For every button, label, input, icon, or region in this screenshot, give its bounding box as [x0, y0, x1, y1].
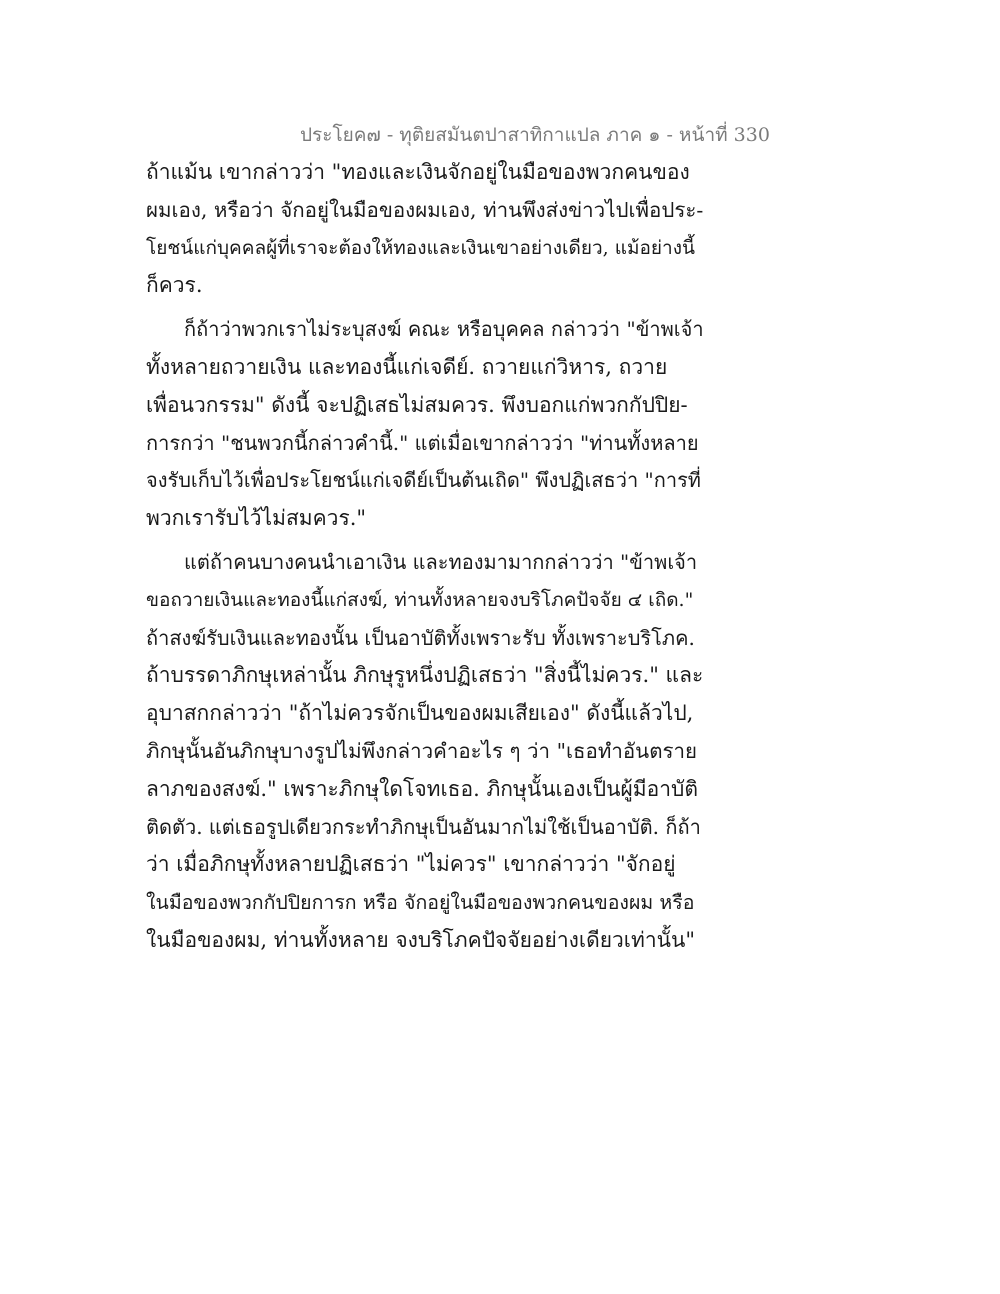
paragraph-3-line-7: ลาภของสงฆ์." เพราะภิกษุใดโจทเธอ. ภิกษุนั้นเองเป็นผู้มีอาบัติ [146, 776, 698, 801]
paragraph-2-line-3: เพื่อนวกรรม" ดังนี้ จะปฏิเสธไม่สมควร. พึงบอกแก่พวกกัปปิย- [146, 392, 688, 417]
paragraph-3-line-8: ติดตัว. แต่เธอรูปเดียวกระทำภิกษุเป็นอันมากไม่ใช้เป็นอาบัติ. ก็ถ้า [146, 814, 701, 839]
running-header: ประโยค๗ - ทุติยสมันตปาสาทิกาแปล ภาค ๑ - หน้าที่ 330 [300, 124, 770, 146]
paragraph-1-line-2: ผมเอง, หรือว่า จักอยู่ในมือของผมเอง, ท่านพึงส่งข่าวไปเพื่อประ- [146, 197, 704, 222]
paragraph-3-line-11: ในมือของผม, ท่านทั้งหลาย จงบริโภคปัจจัยอย่างเดียวเท่านั้น" [146, 927, 695, 952]
paragraph-2-line-4: การกว่า "ชนพวกนี้กล่าวคำนี้." แต่เมื่อเขากล่าวว่า "ท่านทั้งหลาย [146, 430, 699, 455]
paragraph-1-line-4: ก็ควร. [146, 273, 203, 298]
paragraph-3-line-5: อุบาสกกล่าวว่า "ถ้าไม่ควรจักเป็นของผมเสียเอง" ดังนี้แล้วไป, [146, 701, 694, 726]
paragraph-3-line-2: ขอถวายเงินและทองนี้แก่สงฆ์, ท่านทั้งหลายจงบริโภคปัจจัย ๔ เถิด." [146, 588, 694, 611]
paragraph-3-line-4: ถ้าบรรดาภิกษุเหล่านั้น ภิกษุรูหนึ่งปฏิเสธว่า "สิ่งนี้ไม่ควร." และ [146, 663, 704, 688]
paragraph-3-line-9: ว่า เมื่อภิกษุทั้งหลายปฏิเสธว่า "ไม่ควร" เขากล่าวว่า "จักอยู่ [146, 852, 676, 877]
paragraph-2-line-5: จงรับเก็บไว้เพื่อประโยชน์แก่เจดีย์เป็นต้นเถิด" พึงปฏิเสธว่า "การที่ [146, 468, 701, 493]
paragraph-3-line-6: ภิกษุนั้นอันภิกษุบางรูปไม่พึงกล่าวคำอะไร ๆ ว่า "เธอทำอันตราย [146, 738, 698, 763]
paragraph-3-line-3: ถ้าสงฆ์รับเงินและทองนั้น เป็นอาบัติทั้งเพราะรับ ทั้งเพราะบริโภค. [146, 625, 695, 650]
paragraph-3-line-1: แต่ถ้าคนบางคนนำเอาเงิน และทองมามากกล่าวว่า "ข้าพเจ้า [184, 549, 698, 574]
paragraph-2-line-2: ทั้งหลายถวายเงิน และทองนี้แก่เจดีย์. ถวายแก่วิหาร, ถวาย [146, 354, 668, 379]
paragraph-1-line-3: โยชน์แก่บุคคลผู้ที่เราจะต้องให้ทองและเงินเขาอย่างเดียว, แม้อย่างนี้ [146, 236, 695, 259]
paragraph-1-line-1: ถ้าแม้น เขากล่าวว่า "ทองและเงินจักอยู่ในมือของพวกคนของ [146, 160, 690, 184]
paragraph-2-line-6: พวกเรารับไว้ไม่สมควร." [146, 506, 367, 531]
body-text [146, 154, 706, 960]
paragraph-2-line-1: ก็ถ้าว่าพวกเราไม่ระบุสงฆ์ คณะ หรือบุคคล กล่าวว่า "ข้าพเจ้า [184, 317, 704, 342]
paragraph-3-line-10: ในมือของพวกกัปปิยการก หรือ จักอยู่ในมือของพวกคนของผม หรือ [146, 891, 695, 915]
